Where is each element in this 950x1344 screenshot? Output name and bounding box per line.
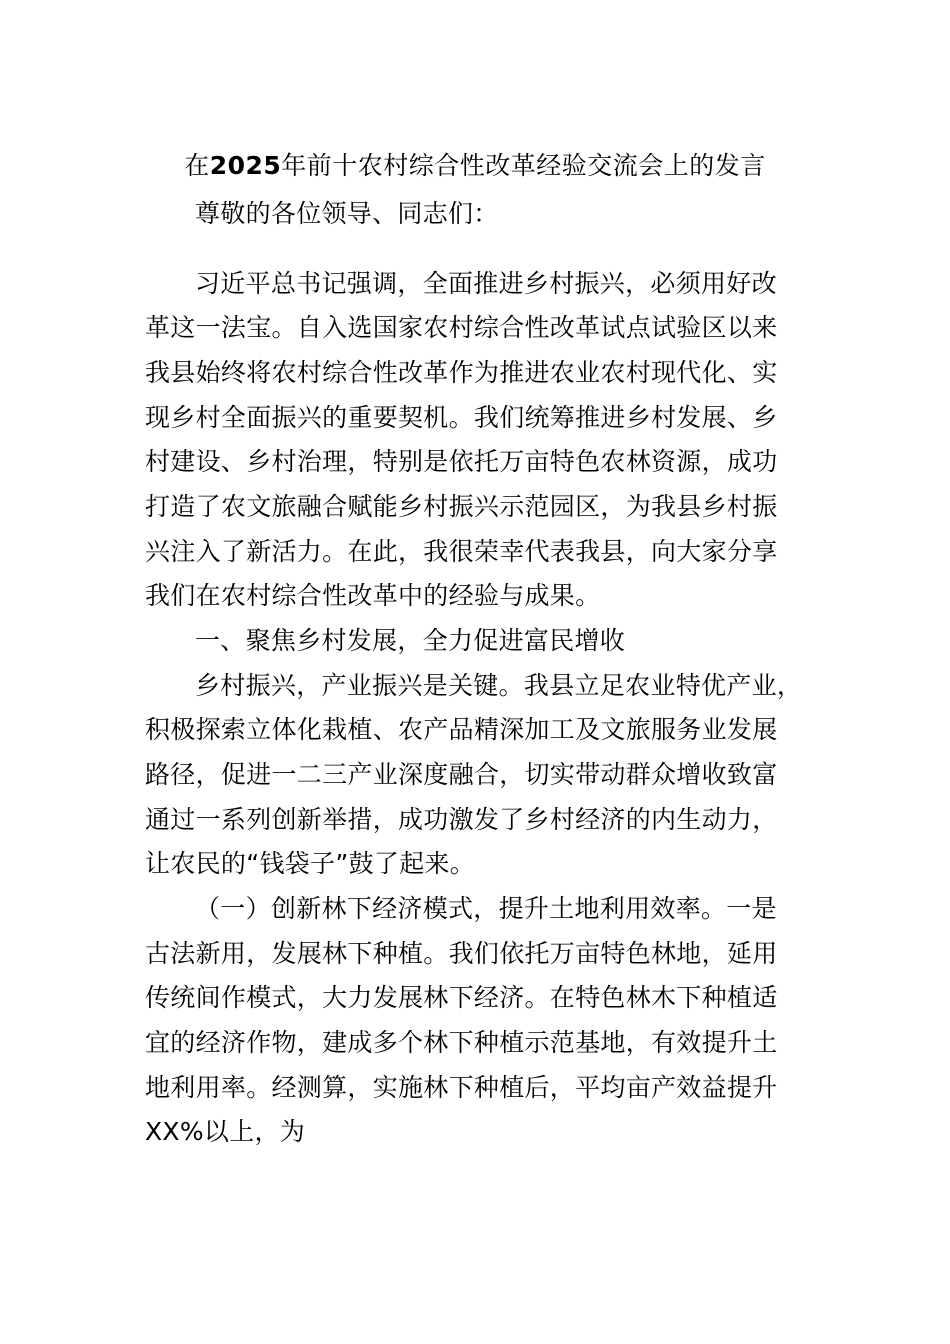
paragraph-line: 古法新用，发展林下种植。我们依托万亩特色林地，延用 (145, 939, 778, 968)
paragraph-line: XX%以上，为 (145, 1117, 306, 1146)
paragraph-line: 宜的经济作物，建成多个林下种植示范基地，有效提升土 (145, 1028, 778, 1057)
paragraph-line: 传统间作模式，大力发展林下经济。在特色林木下种植适 (145, 983, 778, 1012)
paragraph-line: 我县始终将农村综合性改革作为推进农业农村现代化、实 (145, 358, 778, 387)
paragraph-line: 习近平总书记强调，全面推进乡村振兴，必须用好改 (195, 269, 777, 298)
paragraph-line: 现乡村全面振兴的重要契机。我们统筹推进乡村发展、乡 (145, 403, 778, 432)
paragraph-line: 革这一法宝。自入选国家农村综合性改革试点试验区以来 (145, 313, 778, 342)
section-heading: 一、聚焦乡村发展，全力促进富民增收 (195, 626, 626, 655)
salutation: 尊敬的各位领导、同志们： (195, 199, 499, 228)
paragraph-line: 兴注入了新活力。在此，我很荣幸代表我县，向大家分享 (145, 537, 778, 566)
paragraph-line: 路径，促进一二三产业深度融合，切实带动群众增收致富 (145, 760, 778, 789)
paragraph-line: 乡村振兴，产业振兴是关键。我县立足农业特优产业， (195, 671, 803, 700)
paragraph-line: 我们在农村综合性改革中的经验与成果。 (145, 581, 601, 610)
title-year: 2025 (209, 151, 282, 180)
paragraph-line: 打造了农文旅融合赋能乡村振兴示范园区，为我县乡村振 (145, 492, 778, 521)
title-suffix: 年前十农村综合性改革经验交流会上的发言 (281, 151, 766, 180)
paragraph-line: 通过一系列创新举措，成功激发了乡村经济的内生动力， (145, 805, 778, 834)
paragraph-line: 让农民的“钱袋子”鼓了起来。 (145, 849, 476, 878)
paragraph-line: 地利用率。经测算，实施林下种植后，平均亩产效益提升 (145, 1073, 778, 1102)
document-title (0, 146, 950, 186)
paragraph-line: 村建设、乡村治理，特别是依托万亩特色农林资源，成功 (145, 447, 778, 476)
title-prefix: 在 (184, 151, 210, 180)
paragraph-line: （一）创新林下经济模式，提升土地利用效率。一是 (195, 894, 777, 923)
paragraph-line: 积极探索立体化栽植、农产品精深加工及文旅服务业发展 (145, 715, 778, 744)
